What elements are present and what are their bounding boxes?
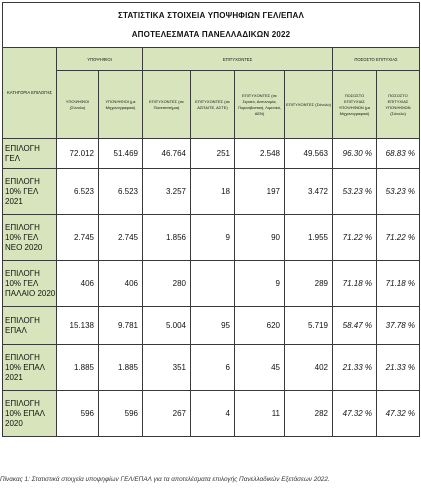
percent-cell: 71.18 % [377,261,420,307]
percent-cell: 68.83 % [377,139,420,169]
table-row [3,139,420,169]
row-category: ΕΠΙΛΟΓΗ 10% ΓΕΛ 2021 [3,169,57,215]
percent-cell: 96.30 % [333,139,377,169]
group-header-success-rate: ΠΟΣΟΣΤΟ ΕΠΙΤΥΧΙΑΣ [333,48,420,71]
number-cell: 72.012 [57,139,99,169]
column-header: ΠΟΣΟΣΤΟ ΕΠΙΤΥΧΙΑΣ ΥΠΟΨΗΦΙΩΝ (με Μηχανογραφικό) [333,71,377,139]
number-cell: 406 [99,261,143,307]
number-cell: 251 [191,139,235,169]
percent-cell: 71.18 % [333,261,377,307]
row-category: ΕΠΙΛΟΓΗ 10% ΕΠΑΛ 2021 [3,345,57,391]
column-header: ΕΠΙΤΥΧΟΝΤΕΣ (Σύνολο) [285,71,333,139]
percent-cell: 47.32 % [333,391,377,437]
number-cell: 351 [143,345,191,391]
number-cell: 1.856 [143,215,191,261]
number-cell: 9.781 [99,307,143,345]
row-category: ΕΠΙΛΟΓΗ 10% ΕΠΑΛ 2020 [3,391,57,437]
number-cell: 4 [191,391,235,437]
number-cell: 9 [235,261,285,307]
number-cell: 3.257 [143,169,191,215]
group-header-successful: ΕΠΙΤΥΧΟΝΤΕΣ [143,48,333,71]
number-cell: 6.523 [57,169,99,215]
number-cell: 2.745 [57,215,99,261]
number-cell: 1.955 [285,215,333,261]
percent-cell: 47.32 % [377,391,420,437]
number-cell: 5.719 [285,307,333,345]
title-line-2: ΑΠΟΤΕΛΕΣΜΑΤΑ ΠΑΝΕΛΛΑΔΙΚΩΝ 2022 [131,30,291,39]
number-cell [191,261,235,307]
column-header: ΕΠΙΤΥΧΟΝΤΕΣ (σε Πανεπιστήμια) [143,71,191,139]
column-header: ΕΠΙΤΥΧΟΝΤΕΣ (σε ΑΣΠΑΙΤΕ, ΑΣΤΕ) [191,71,235,139]
column-header: ΥΠΟΨΗΦΙΟΙ (με Μηχανογραφικό) [99,71,143,139]
table-row [3,169,420,215]
percent-cell: 58.47 % [333,307,377,345]
statistics-table-frame [2,2,419,437]
table-row [3,391,420,437]
number-cell: 95 [191,307,235,345]
number-cell: 15.138 [57,307,99,345]
number-cell: 45 [235,345,285,391]
table-caption: Πίνακας 1: Στατιστικά στοιχεία υποψηφίων ΓΕΛ/ΕΠΑΛ για τα αποτελέσματα επιλογής Πανελλαδικών Εξετάσεων 2022. [0,476,330,483]
number-cell: 197 [235,169,285,215]
statistics-table [2,2,420,437]
number-cell: 46.764 [143,139,191,169]
number-cell: 11 [235,391,285,437]
percent-cell: 71.22 % [377,215,420,261]
number-cell: 49.563 [285,139,333,169]
column-header: ΕΠΙΤΥΧΟΝΤΕΣ (σε Στρατό, Αστυνομία, Πυροσβεστική, Λιμενικό, ΑΕΝ) [235,71,285,139]
table-row [3,307,420,345]
percent-cell: 71.22 % [333,215,377,261]
number-cell: 3.472 [285,169,333,215]
number-cell: 2.548 [235,139,285,169]
percent-cell: 53.23 % [377,169,420,215]
table-row [3,345,420,391]
number-cell: 1.885 [99,345,143,391]
number-cell: 289 [285,261,333,307]
percent-cell: 21.33 % [377,345,420,391]
number-cell: 18 [191,169,235,215]
category-header: ΚΑΤΗΓΟΡΙΑ ΕΠΙΛΟΓΗΣ [3,48,57,139]
number-cell: 5.004 [143,307,191,345]
percent-cell: 37.78 % [377,307,420,345]
number-cell: 90 [235,215,285,261]
number-cell: 51.469 [99,139,143,169]
number-cell: 620 [235,307,285,345]
row-category: ΕΠΙΛΟΓΗ 10% ΓΕΛ ΝΕΟ 2020 [3,215,57,261]
number-cell: 596 [57,391,99,437]
column-header-row [3,71,420,139]
number-cell: 402 [285,345,333,391]
table-title [3,3,420,48]
row-category: ΕΠΙΛΟΓΗ 10% ΓΕΛ ΠΑΛΑΙΟ 2020 [3,261,57,307]
row-category: ΕΠΙΛΟΓΗ ΓΕΛ [3,139,57,169]
column-header: ΠΟΣΟΣΤΟ ΕΠΙΤΥΧΙΑΣ ΥΠΟΨΗΦΙΩΝ (Σύνολο) [377,71,420,139]
title-line-1: ΣΤΑΤΙΣΤΙΚΑ ΣΤΟΙΧΕΙΑ ΥΠΟΨΗΦΙΩΝ ΓΕΛ/ΕΠΑΛ [117,11,305,20]
row-category: ΕΠΙΛΟΓΗ ΕΠΑΛ [3,307,57,345]
number-cell: 280 [143,261,191,307]
number-cell: 6 [191,345,235,391]
number-cell: 6.523 [99,169,143,215]
percent-cell: 21.33 % [333,345,377,391]
number-cell: 282 [285,391,333,437]
table-row [3,215,420,261]
number-cell: 1.885 [57,345,99,391]
number-cell: 2.745 [99,215,143,261]
number-cell: 9 [191,215,235,261]
group-header-candidates: ΥΠΟΨΗΦΙΟΙ [57,48,143,71]
percent-cell: 53.23 % [333,169,377,215]
number-cell: 267 [143,391,191,437]
table-row [3,261,420,307]
number-cell: 596 [99,391,143,437]
column-header: ΥΠΟΨΗΦΙΟΙ (Σύνολο) [57,71,99,139]
number-cell: 406 [57,261,99,307]
